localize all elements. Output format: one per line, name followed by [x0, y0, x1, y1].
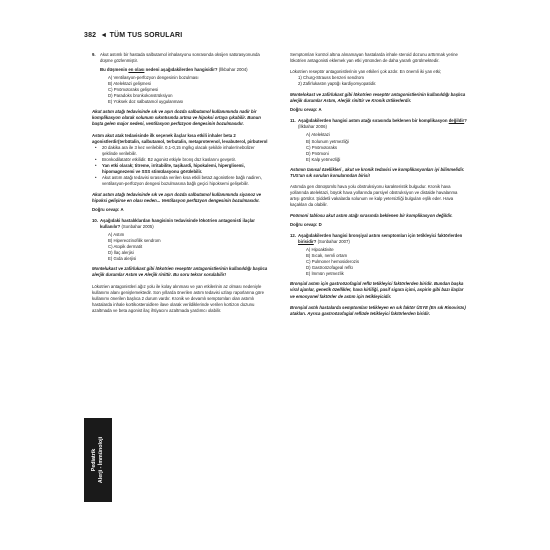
page-header [84, 32, 182, 39]
option-d: D) İlaç alerjisi [108, 250, 134, 256]
explanation: Bronşial astım için gastroözofagial reflü tetikleyici faktörlerden biridir. Bundan başka viral ajanlar, genetik özellikler, hava kirliliği, pasif sigara içimi, aspirin gibi bazı ilaçlar ve emosyonel faktörler de astım için tetikleyicidir. [290, 281, 464, 299]
explanation: Montelukast ve zafirlukast gibi lökotrien reseptör antagonistlerinin kullanıldığı başlıca alerjik durumlar Astım ve Alerjik rinittir. Bu soru tekrar sorulabilir! [92, 266, 268, 278]
list-item: 2) Zafirlukastın yaptığı kardiyomyopatidir. [298, 81, 377, 87]
explanation: Bronşial astılı hastalarda semptomları tetikleyen en sık faktör ÜSYE (En sık Rinovirüs) atakları. Ayrıca gastroözofagial reflüde tetikleyici faktörlerden biridir. [290, 304, 466, 316]
list-item: • Akut astım atağı tedavisi sırasında verilen kısa etkili beta2 agonistlere bağlı nadiren, ventilasyon-perfüzyon dengesi bozulmasına bağlı geçici hipoksemi gelişebilir. [102, 175, 270, 187]
side-tab-line1: Pediatrik [91, 448, 97, 472]
options-list [108, 75, 270, 105]
question-number: 9. [92, 52, 96, 57]
question-number: 10. [92, 218, 98, 224]
list-item: • Yan etki olarak; titreme, irritabilite, taşikardi, hipokalemi, hiperglisemi, hipomagnezemi ve SSS stimülasyonu görülebilir. [102, 163, 270, 175]
bullet-list [92, 145, 270, 187]
question-9 [92, 52, 270, 109]
option-c: C) Pulmoner hemosiderozis [306, 259, 360, 265]
option-c: C) Pnömotoraks gelişmesi [108, 87, 159, 93]
option-b: B) Solunum yetmezliği [306, 138, 349, 144]
option-e: E) Kalp yetmezliği [306, 156, 341, 162]
explanation: Astımda gen dönüşümlü hava yolu obstruksiyonu karakteristik bulgudur. Kronik hava yollarında atelektazi, büyük hava yollarında parsiyel obstruksiyon ve distalde havalanma artışı görülür. Şiddetli vakalarda solunum ve kalp yetersizliği bulguları eşlik eder. Hava kaçakları da olabilir. [290, 183, 458, 207]
option-b: B) Hipereozinofilik sendrom [108, 238, 161, 244]
explanation: Lökotrien antagonistleri ağız yolu ile kolay alınması ve yan etkilerinin az olması nedeniyle kullanımı alanı genişlemektedir. Son yıllarda önerilen astım tedavisi uzlaşı raporlarına göre kullanımı önerilen başlıca 2 durum vardır. Kronik ve devamlı semptomları olan astımlı hastalarda inhale kortikosteroidlere ilave olarak verildiklerinde verilen kortizon dozunu azaltmada ve beta agonist ilaç ihtiyacını azaltmada yardımcı olabilir. [92, 283, 264, 313]
option-a: A) Astım [108, 232, 125, 238]
option-e: E) İmmün yetmezlik [306, 271, 344, 277]
option-e: E) Gıda alerjisi [108, 256, 137, 262]
option-a: A) Hipoaktivite [306, 247, 334, 253]
answer: Doğru cevap: A [92, 207, 124, 213]
options-list [306, 247, 468, 277]
explanation: Lökotrien reseptör antagonistlerinin yan etkileri çok azdır. En önemli iki yan etki; [290, 69, 442, 75]
option-b: B) Atelektazi gelişmesi [108, 81, 151, 87]
option-d: D) Paradoks bronkokonstrüksiyon [108, 93, 173, 99]
side-effects-list [290, 75, 468, 87]
question-stem: Akut astımlı bir hastada salbutamol inhalasyonu sonrasında oksijen satürasyonunda düşme gözlenmiştir. [100, 52, 260, 64]
options-list [108, 232, 270, 262]
question-number: 12. [290, 233, 296, 239]
option-b: B) Sıcak, nemli ortam [306, 253, 348, 259]
option-a: A) Atelektazi [306, 132, 330, 138]
explanation: Akut astım atağı tedavisinde sık ve aşırı dozda salbutamol kullanımında siyanoz ve hipoksi gelişirse en olası neden... Ventilasyon perfüzyon dengesinin bozulmasıdır. [92, 191, 262, 203]
explanation: Astım akut atak tedavisinde ilk seçenek ilaçlar kısa etkili inhaler beta 2 agonistlerdir(terbütalin, salbutamol, terbutalin, metaproterenol, levabuterol, pirbuterol [92, 132, 268, 144]
question-12 [290, 233, 468, 281]
list-item: • Bronkodilatatör etkilidir. B2 agonist etkiyle bronş düz kaslarını gevşetir. [102, 157, 270, 163]
list-item: • 20 dakika ara ile 3 kez verilebilir. 0,1-0,15 mg/kg olacak şekilde inhaler/nebülizer şeklinde verilebilir. [102, 145, 270, 157]
question-number: 11. [290, 118, 296, 124]
option-c: C) Atopik dermatit [108, 244, 143, 250]
header-title: TÜM TUS SORULARI [109, 32, 183, 39]
answer: Doğru cevap: A [290, 107, 322, 113]
list-item: 1) Churg-Strauss benzeri sendrom [298, 75, 364, 81]
option-a: A) Ventilasyon-perfüzyon dengesinin bozulması [108, 75, 199, 81]
question-stem: Aşağıdaki hastalıklardan hangisinin tedavisinde lökotrien antagonisti ilaçlar kullanılır? (Sonbahar 2005) [100, 218, 255, 230]
option-d: D) Gastroözofageal reflü [306, 265, 353, 271]
header-arrow-icon: ◄ [100, 32, 108, 39]
explanation: Semptomları kontrol altına alınamayan hastalarda inhale steroid dozunu arttırmak yerine lökotrien antagonisti eklemek yan etki yönünden de daha yararlı görülmektedir. [290, 52, 458, 64]
page-number: 382 [84, 32, 97, 39]
section-side-tab [84, 418, 112, 502]
explanation: Astımın tanısal özellikleri , akut ve kronik tedavisi ve komplikasyonları iyi bilinmelidir. TUS'un sık soruları konularından birisi! [290, 166, 465, 178]
question-10 [92, 218, 270, 266]
explanation: Pnömoni tablosu akut astım atağı sırasında beklenen bir komplikasyon değildir. [290, 212, 453, 218]
left-column [92, 52, 270, 314]
option-d: D) Pnömoni [306, 150, 329, 156]
explanation: Akut astım atağı tedavisinde sık ve aşırı dozda salbutamol kullanımında nadir bir komplikasyon olarak solunum sıkıntısında artma ve hipoksi ortaya çıkabilir. Bunun başta gelen major nedeni, ventilasyon perfüzyon dengesinin bozulmasıdır. [92, 109, 261, 127]
side-tab-line2: Alerji - İmmünoloji [98, 436, 104, 484]
answer: Doğru cevap: D [290, 222, 322, 228]
explanation: Montelokast ve zafirlukast gibi lökotrien reseptör antagonistlerinin kullanıldığı başlıca alerjik durumlar Astım, Alerjik rinittir ve Kronik ürtikerlerdir. [290, 92, 466, 104]
option-e: E) Yüksek doz salbutamol uygulanması [108, 99, 184, 105]
question-11 [290, 118, 468, 166]
options-list [306, 132, 468, 162]
question-stem: Aşağıdakilerden hangisi astım atağı sırasında beklenen bir komplikasyon değildir? (İlkbahar 2006) [298, 118, 467, 130]
question-prompt: Bu düşmenin en olası nedeni aşağıdakilerden hangisidir? (İlkbahar 2004) [100, 67, 248, 73]
right-column [290, 52, 468, 317]
option-c: C) Pnömotoraks [306, 144, 338, 150]
question-stem: Aşağıdakilerden hangisi bronşiyal astım semptomları için tetikleyici faktörlerden birisidir? (Sonbahar 2007) [298, 233, 463, 245]
